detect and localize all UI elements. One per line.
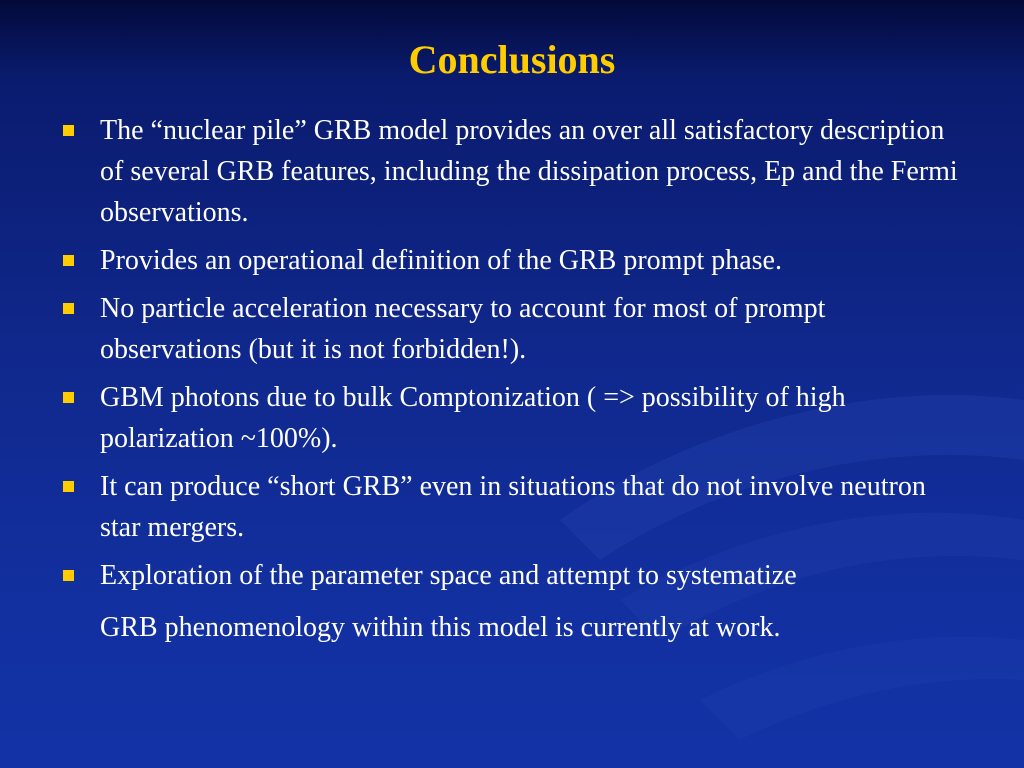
bullet-text: It can produce “short GRB” even in situations that do not involve neutron star mergers. <box>100 471 926 543</box>
bullet-item <box>62 110 962 233</box>
bullet-text: Provides an operational definition of the GRB prompt phase. <box>100 245 782 276</box>
square-bullet-icon <box>63 570 74 581</box>
square-bullet-icon <box>63 481 74 492</box>
bullet-text: The “nuclear pile” GRB model provides an over all satisfactory description of several GRB features, including the dissipation process, Ep and the Fermi observations. <box>100 115 958 228</box>
bullet-item <box>62 288 962 370</box>
bullet-text-line2: GRB phenomenology within this model is currently at work. <box>100 612 781 643</box>
bullet-item <box>62 555 962 648</box>
square-bullet-icon <box>63 392 74 403</box>
bullet-text: GBM photons due to bulk Comptonization ( => possibility of high polarization ~100%). <box>100 382 846 454</box>
bullet-item <box>62 377 962 459</box>
bullet-text: No particle acceleration necessary to account for most of prompt observations (but it is not forbidden!). <box>100 293 826 365</box>
bullet-list <box>62 110 962 655</box>
bullet-item <box>62 466 962 548</box>
square-bullet-icon <box>63 255 74 266</box>
bullet-text-line1: Exploration of the parameter space and attempt to systematize <box>100 560 797 591</box>
square-bullet-icon <box>63 303 74 314</box>
bullet-item <box>62 240 962 281</box>
square-bullet-icon <box>63 125 74 136</box>
slide-title: Conclusions <box>408 37 616 82</box>
